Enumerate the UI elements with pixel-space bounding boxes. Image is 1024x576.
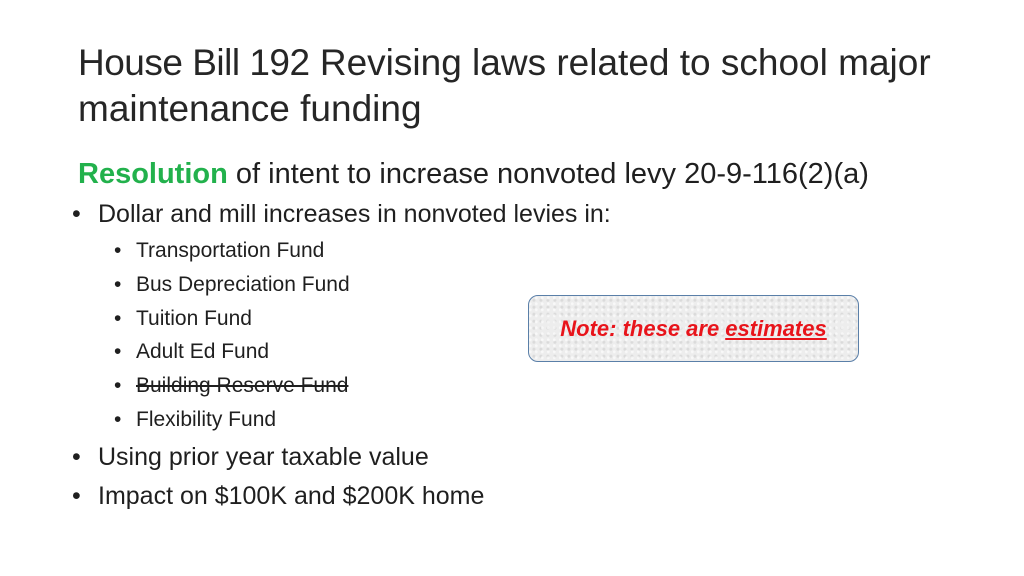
slide-title [78,40,958,132]
sub-bullet-item: • Flexibility Fund [114,407,276,433]
sub-bullet-item: • Bus Depreciation Fund [114,272,350,298]
heading-accent: Resolution [78,158,228,190]
section-heading [78,156,869,192]
bullet-item: • Dollar and mill increases in nonvoted levies in: [78,199,611,229]
bill-description: Revising laws related to school major maintenance funding [78,42,931,129]
note-callout [528,295,859,362]
heading-text: of intent to increase nonvoted levy 20-9-116(2)(a) [227,158,869,190]
sub-bullet-item: • Transportation Fund [114,238,324,264]
bill-number: House Bill 192 [78,42,310,83]
bullet-item: • Impact on $100K and $200K home [78,481,484,511]
sub-bullet-item-struck: • Building Reserve Fund [114,373,348,399]
sub-bullet-item: • Adult Ed Fund [114,339,269,365]
bullet-item: • Using prior year taxable value [78,442,429,472]
sub-bullet-item: • Tuition Fund [114,306,252,332]
note-emphasis: estimates [725,315,827,341]
note-prefix: Note: these are [560,315,720,341]
